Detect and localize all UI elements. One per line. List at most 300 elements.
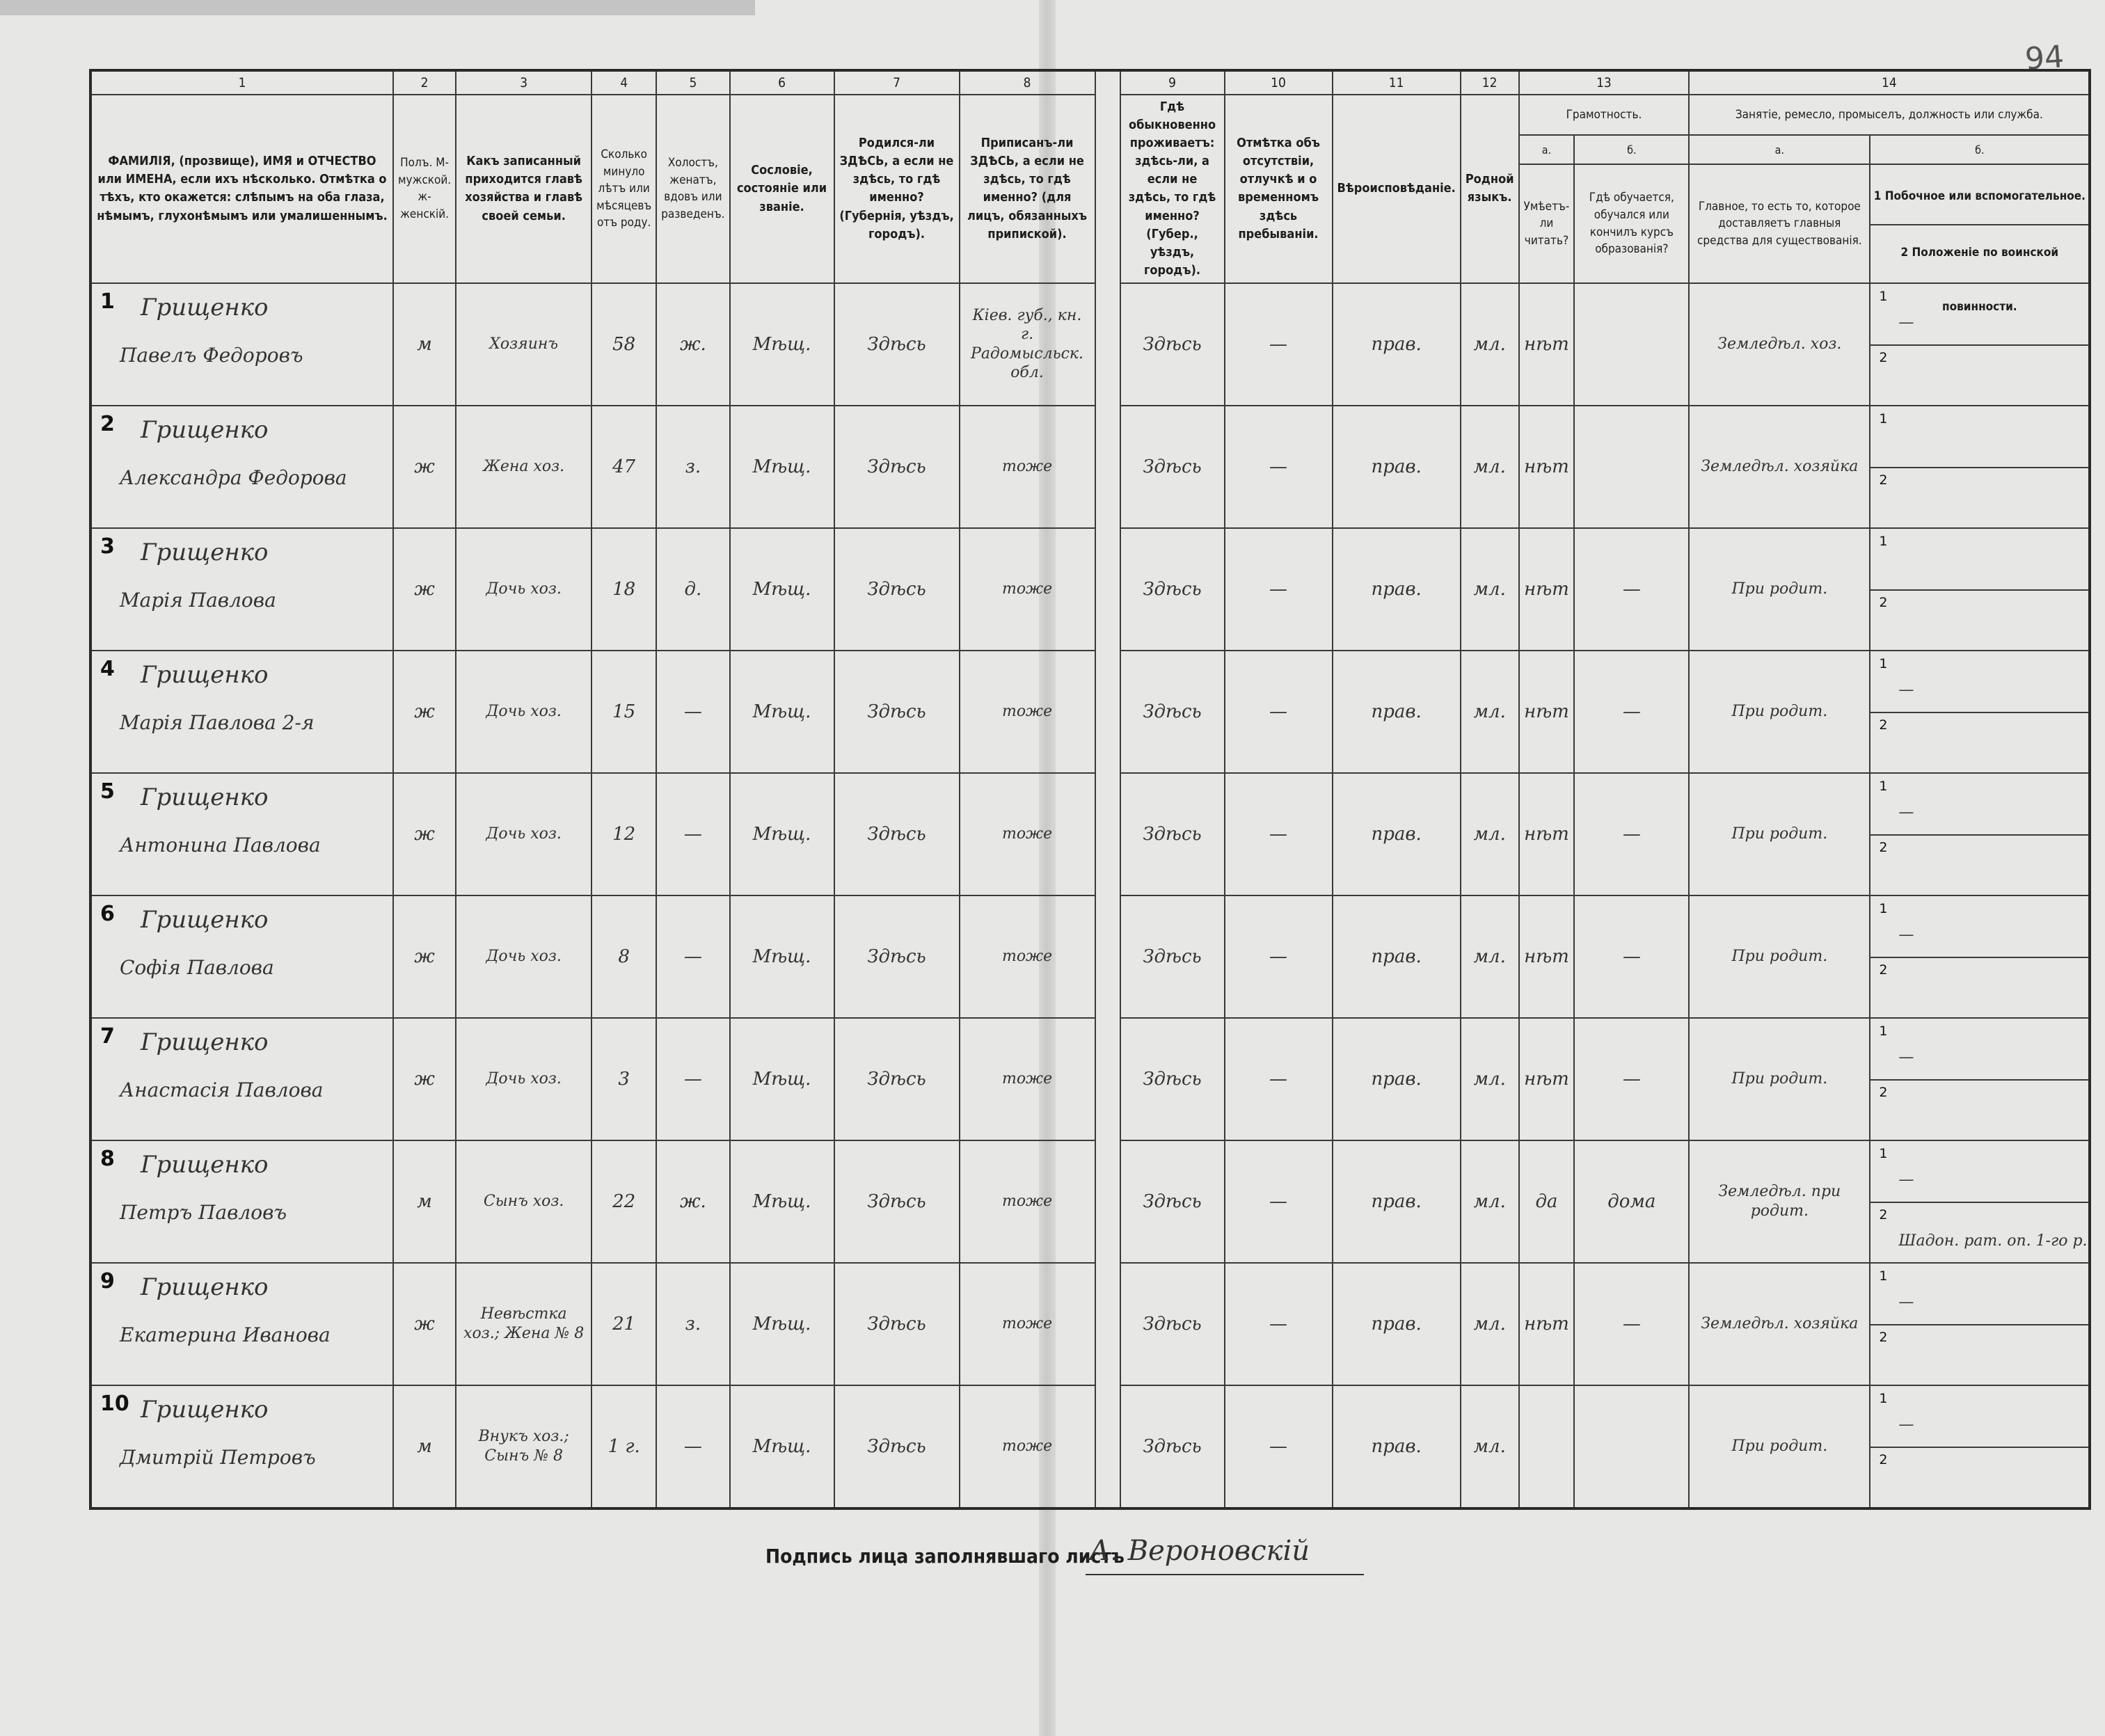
residence-cell: Здѣсь [1120,1385,1225,1508]
table-row [90,651,2090,773]
row-number: 10 [100,1391,129,1416]
occupation-cell: При родит. [1689,651,1870,773]
secondary-occupation [1870,1264,2088,1324]
estate-cell: Мѣщ. [730,406,834,528]
religion-cell: прав. [1333,1263,1461,1385]
sex-cell: ж [393,406,456,528]
line-label-1: 1 [1879,1023,1888,1039]
line-label-1: 1 [1879,533,1888,549]
header-sex: Полъ. М-мужской. ж-женскій. [393,95,456,283]
col-number: 7 [834,70,960,95]
birthplace-cell: Здѣсь [834,1018,960,1140]
row-number: 1 [100,289,115,314]
sex-cell: м [393,1140,456,1263]
estate-cell: Мѣщ. [730,1385,834,1508]
col-number: 10 [1225,70,1333,95]
line-label-2: 2 [1879,472,1888,488]
education-cell [1574,1385,1689,1508]
literacy-cell: да [1519,1140,1575,1263]
secondary-value: — [1898,1170,1914,1188]
line-label-1: 1 [1879,655,1888,671]
birthplace-cell: Здѣсь [834,528,960,651]
person-name-cell [90,283,393,406]
row-number: 8 [100,1146,115,1171]
education-cell: — [1574,773,1689,895]
birthplace-cell: Здѣсь [834,773,960,895]
military-status [1870,1202,2088,1261]
header-secondary: 1 Побочное или вспомогательное. [1870,168,2088,225]
table-row [90,1263,2090,1385]
military-status [1870,1324,2088,1384]
language-cell: мл. [1461,406,1519,528]
person-name-cell [90,895,393,1018]
col-number: 8 [960,70,1095,95]
estate-cell: Мѣщ. [730,895,834,1018]
sex-cell: м [393,283,456,406]
age-cell: 22 [591,1140,656,1263]
occupation-cell: Земледѣл. хозяйка [1689,406,1870,528]
col-number: 4 [591,70,656,95]
signature-line [1086,1574,1364,1575]
age-cell: 15 [591,651,656,773]
occupation-cell: Земледѣл. хозяйка [1689,1263,1870,1385]
header-name: ФАМИЛІЯ, (прозвище), ИМЯ и ОТЧЕСТВО или ИМЕНА, если ихъ нѣсколько. Отмѣтка о тѣхъ, кто окажется: слѣпымъ на оба глаза, нѣмымъ, глухонѣмымъ или умалишеннымъ. [90,95,393,283]
age-cell: 18 [591,528,656,651]
surname: Грищенко [141,783,269,811]
row-number: 3 [100,534,115,559]
fold-gap [1095,1018,1120,1140]
col-number: 6 [730,70,834,95]
header-literacy-a-letter: а. [1519,135,1575,164]
religion-cell: прав. [1333,1385,1461,1508]
secondary-military-cell [1870,1140,2090,1263]
signature-label: Подпись лица заполнявшаго листъ [765,1545,1125,1568]
header-can-read: Умѣетъ-ли читать? [1519,164,1575,283]
religion-cell: прав. [1333,651,1461,773]
table-row [90,1018,2090,1140]
header-occupation-b-letter: б. [1870,135,2090,164]
relation-cell: Дочь хоз. [456,528,591,651]
page-number: 94 [2024,39,2065,77]
occupation-cell: При родит. [1689,528,1870,651]
estate-cell: Мѣщ. [730,283,834,406]
occupation-cell: При родит. [1689,895,1870,1018]
header-military: 2 Положеніе по воинской повинности. [1900,245,2059,314]
birthplace-cell: Здѣсь [834,1385,960,1508]
absence-cell: — [1225,1263,1333,1385]
birthplace-cell: Здѣсь [834,406,960,528]
sex-cell: ж [393,895,456,1018]
age-cell: 21 [591,1263,656,1385]
col-number: 5 [656,70,729,95]
language-cell: мл. [1461,1263,1519,1385]
education-cell [1574,406,1689,528]
row-number: 7 [100,1024,115,1049]
person-name-cell [90,406,393,528]
scan-edge [0,0,755,15]
marital-cell: — [656,895,729,1018]
given-name: Екатерина Иванова [120,1323,331,1346]
secondary-occupation [1870,285,2088,344]
col-number: 3 [456,70,591,95]
given-name: Александра Федорова [120,465,347,489]
given-name: Софія Павлова [120,955,274,979]
person-name-cell [90,528,393,651]
header-religion: Вѣроисповѣданіе. [1333,95,1461,283]
header-born: Родился-ли ЗДѢСЬ, а если не здѣсь, то гдѣ именно? (Губернія, уѣздъ, городъ). [834,95,960,283]
residence-cell: Здѣсь [1120,1018,1225,1140]
header-occupation: Занятіе, ремесло, промыселъ, должность или служба. [1689,95,2090,135]
sex-cell: ж [393,1018,456,1140]
header-relation: Какъ записанный приходится главѣ хозяйства и главѣ своей семьи. [456,95,591,283]
literacy-cell: нѣт [1519,406,1575,528]
secondary-occupation [1870,529,2088,589]
occupation-cell: Земледѣл. хоз. [1689,283,1870,406]
absence-cell: — [1225,1385,1333,1508]
col-number: 1 [90,70,393,95]
relation-cell: Жена хоз. [456,406,591,528]
fold-gap [1095,1263,1120,1385]
age-cell: 12 [591,773,656,895]
person-name-cell [90,651,393,773]
secondary-value: — [1898,680,1914,699]
secondary-value: — [1898,803,1914,821]
line-label-2: 2 [1879,839,1888,855]
secondary-occupation [1870,897,2088,957]
absence-cell: — [1225,773,1333,895]
registration-cell: тоже [960,1018,1095,1140]
line-label-1: 1 [1879,900,1888,916]
marital-cell: — [656,1018,729,1140]
surname: Грищенко [141,415,269,444]
marital-cell: ж. [656,1140,729,1263]
fold-gap [1095,895,1120,1018]
absence-cell: — [1225,406,1333,528]
residence-cell: Здѣсь [1120,283,1225,406]
secondary-occupation [1870,407,2088,467]
registration-cell: тоже [960,406,1095,528]
relation-cell: Дочь хоз. [456,773,591,895]
sex-cell: ж [393,528,456,651]
residence-cell: Здѣсь [1120,406,1225,528]
table-row [90,406,2090,528]
military-status [1870,1079,2088,1139]
col-number: 2 [393,70,456,95]
registration-cell: тоже [960,895,1095,1018]
language-cell: мл. [1461,895,1519,1018]
secondary-value: — [1898,1293,1914,1311]
language-cell: мл. [1461,1140,1519,1263]
col-number: 14 [1689,70,2090,95]
military-status [1870,1447,2088,1506]
relation-cell: Дочь хоз. [456,895,591,1018]
marital-cell: — [656,1385,729,1508]
estate-cell: Мѣщ. [730,1140,834,1263]
header-marital: Холостъ, женатъ, вдовъ или разведенъ. [656,95,729,283]
secondary-military-cell [1870,528,2090,651]
row-number: 6 [100,901,115,926]
secondary-occupation [1870,1019,2088,1079]
birthplace-cell: Здѣсь [834,895,960,1018]
fold-gap [1095,528,1120,651]
registration-cell: тоже [960,651,1095,773]
residence-cell: Здѣсь [1120,528,1225,651]
secondary-occupation [1870,1387,2088,1447]
surname: Грищенко [141,1273,269,1301]
registration-cell: тоже [960,773,1095,895]
row-number: 4 [100,656,115,681]
header-registered: Приписанъ-ли ЗДѢСЬ, а если не здѣсь, то гдѣ именно? (для лицъ, обязанныхъ припиской). [960,95,1095,283]
line-label-2: 2 [1879,594,1888,610]
header-age: Сколько минуло лѣтъ или мѣсяцевъ отъ роду. [591,95,656,283]
religion-cell: прав. [1333,895,1461,1018]
line-label-1: 1 [1879,778,1888,794]
person-name-cell [90,1385,393,1508]
given-name: Дмитрій Петровъ [120,1445,316,1469]
marital-cell: ж. [656,283,729,406]
given-name: Петръ Павловъ [120,1200,287,1224]
given-name: Анастасія Павлова [120,1078,324,1101]
language-cell: мл. [1461,651,1519,773]
literacy-cell: нѣт [1519,773,1575,895]
column-number-row [90,70,2090,95]
fold-gap [1095,70,1120,95]
absence-cell: — [1225,651,1333,773]
military-value: Шадон. рат. оп. 1-го р. [1898,1232,2088,1250]
header-occupation-a-letter: а. [1689,135,1870,164]
line-label-2: 2 [1879,349,1888,365]
language-cell: мл. [1461,528,1519,651]
fold-gap [1095,1385,1120,1508]
education-cell: — [1574,528,1689,651]
secondary-occupation [1870,774,2088,834]
marital-cell: — [656,773,729,895]
header-resides: Гдѣ обыкновенно проживаетъ: здѣсь-ли, а если не здѣсь, то гдѣ именно? (Губер., уѣздъ, городъ). [1120,95,1225,283]
education-cell: — [1574,1018,1689,1140]
row-number: 2 [100,411,115,436]
absence-cell: — [1225,1018,1333,1140]
religion-cell: прав. [1333,773,1461,895]
literacy-cell [1519,1385,1575,1508]
person-name-cell [90,1140,393,1263]
header-secondary-military [1870,164,2090,314]
surname: Грищенко [141,660,269,689]
line-label-1: 1 [1879,1268,1888,1284]
literacy-cell: нѣт [1519,528,1575,651]
literacy-cell: нѣт [1519,283,1575,406]
given-name: Марія Павлова 2-я [120,710,315,734]
military-status [1870,712,2088,772]
line-label-2: 2 [1879,962,1888,978]
secondary-military-cell [1870,283,2090,406]
religion-cell: прав. [1333,283,1461,406]
education-cell [1574,283,1689,406]
estate-cell: Мѣщ. [730,1263,834,1385]
military-status [1870,589,2088,649]
row-number: 5 [100,779,115,804]
residence-cell: Здѣсь [1120,895,1225,1018]
age-cell: 3 [591,1018,656,1140]
sex-cell: ж [393,651,456,773]
marital-cell: д. [656,528,729,651]
line-label-2: 2 [1879,1451,1888,1467]
secondary-military-cell [1870,1263,2090,1385]
relation-cell: Дочь хоз. [456,651,591,773]
person-name-cell [90,773,393,895]
estate-cell: Мѣщ. [730,773,834,895]
table-row [90,1385,2090,1508]
fold-gap [1095,406,1120,528]
literacy-cell: нѣт [1519,895,1575,1018]
line-label-2: 2 [1879,1207,1888,1223]
header-education: Гдѣ обучается, обучался или кончилъ курсъ образованія? [1574,164,1689,283]
line-label-1: 1 [1879,1145,1888,1161]
header-row-1 [90,95,2090,135]
education-cell: — [1574,1263,1689,1385]
line-label-2: 2 [1879,717,1888,733]
residence-cell: Здѣсь [1120,651,1225,773]
language-cell: мл. [1461,1385,1519,1508]
estate-cell: Мѣщ. [730,1018,834,1140]
fold-gap [1095,773,1120,895]
birthplace-cell: Здѣсь [834,1140,960,1263]
secondary-occupation [1870,652,2088,712]
military-status [1870,344,2088,404]
registration-cell: тоже [960,1385,1095,1508]
secondary-military-cell [1870,406,2090,528]
header-language: Родной языкъ. [1461,95,1519,283]
residence-cell: Здѣсь [1120,1263,1225,1385]
surname: Грищенко [141,905,269,934]
given-name: Павелъ Федоровъ [120,343,303,367]
fold-gap [1095,651,1120,773]
secondary-value: — [1898,1048,1914,1066]
residence-cell: Здѣсь [1120,1140,1225,1263]
fold-gap [1095,283,1120,406]
religion-cell: прав. [1333,1140,1461,1263]
table-row [90,1140,2090,1263]
col-number: 12 [1461,70,1519,95]
fold-gap [1095,1140,1120,1263]
registration-cell: тоже [960,1140,1095,1263]
line-label-1: 1 [1879,411,1888,427]
occupation-cell: При родит. [1689,1385,1870,1508]
row-number: 9 [100,1268,115,1293]
line-label-2: 2 [1879,1084,1888,1100]
education-cell: — [1574,651,1689,773]
relation-cell: Невѣстка хоз.; Жена № 8 [456,1263,591,1385]
language-cell: мл. [1461,773,1519,895]
signature-handwritten: А. Вероновскій [1089,1535,1310,1567]
absence-cell: — [1225,528,1333,651]
marital-cell: з. [656,1263,729,1385]
birthplace-cell: Здѣсь [834,283,960,406]
age-cell: 58 [591,283,656,406]
secondary-military-cell [1870,1018,2090,1140]
marital-cell: — [656,651,729,773]
occupation-cell: При родит. [1689,773,1870,895]
sex-cell: ж [393,773,456,895]
age-cell: 47 [591,406,656,528]
secondary-value: — [1898,1415,1914,1433]
birthplace-cell: Здѣсь [834,651,960,773]
literacy-cell: нѣт [1519,1263,1575,1385]
header-main-occupation: Главное, то есть то, которое доставляетъ главныя средства для существованія. [1689,164,1870,283]
line-label-1: 1 [1879,288,1888,304]
person-name-cell [90,1263,393,1385]
military-status [1870,834,2088,894]
relation-cell: Сынъ хоз. [456,1140,591,1263]
religion-cell: прав. [1333,528,1461,651]
secondary-value: — [1898,925,1914,943]
secondary-military-cell [1870,895,2090,1018]
surname: Грищенко [141,538,269,566]
marital-cell: з. [656,406,729,528]
secondary-occupation [1870,1142,2088,1202]
surname: Грищенко [141,1028,269,1056]
birthplace-cell: Здѣсь [834,1263,960,1385]
person-name-cell [90,1018,393,1140]
secondary-value: — [1898,313,1914,331]
estate-cell: Мѣщ. [730,528,834,651]
surname: Грищенко [141,293,269,321]
header-estate: Сословіе, состояніе или званіе. [730,95,834,283]
surname: Грищенко [141,1150,269,1179]
language-cell: мл. [1461,1018,1519,1140]
line-label-1: 1 [1879,1390,1888,1406]
sex-cell: м [393,1385,456,1508]
religion-cell: прав. [1333,1018,1461,1140]
table-row [90,773,2090,895]
line-label-2: 2 [1879,1329,1888,1345]
literacy-cell: нѣт [1519,1018,1575,1140]
table-row [90,895,2090,1018]
fold-gap [1095,95,1120,283]
given-name: Антонина Павлова [120,833,321,857]
absence-cell: — [1225,283,1333,406]
census-table [89,69,2091,1510]
sex-cell: ж [393,1263,456,1385]
header-literacy: Грамотность. [1519,95,1690,135]
occupation-cell: При родит. [1689,1018,1870,1140]
registration-cell: тоже [960,1263,1095,1385]
occupation-cell: Земледѣл. при родит. [1689,1140,1870,1263]
religion-cell: прав. [1333,406,1461,528]
secondary-military-cell [1870,773,2090,895]
secondary-military-cell [1870,1385,2090,1508]
residence-cell: Здѣсь [1120,773,1225,895]
age-cell: 8 [591,895,656,1018]
age-cell: 1 г. [591,1385,656,1508]
military-status [1870,467,2088,527]
table-row [90,528,2090,651]
header-literacy-b-letter: б. [1574,135,1689,164]
relation-cell: Дочь хоз. [456,1018,591,1140]
secondary-military-cell [1870,651,2090,773]
col-number: 13 [1519,70,1690,95]
header-absence: Отмѣтка объ отсутствіи, отлучкѣ и о временномъ здѣсь пребываніи. [1225,95,1333,283]
registration-cell: тоже [960,528,1095,651]
registration-cell: Кіев. губ., кн. г. Радомысльск. обл. [960,283,1095,406]
col-number: 9 [1120,70,1225,95]
surname: Грищенко [141,1395,269,1424]
absence-cell: — [1225,895,1333,1018]
relation-cell: Внукъ хоз.; Сынъ № 8 [456,1385,591,1508]
table-row [90,283,2090,406]
relation-cell: Хозяинъ [456,283,591,406]
military-status [1870,957,2088,1017]
education-cell: — [1574,895,1689,1018]
